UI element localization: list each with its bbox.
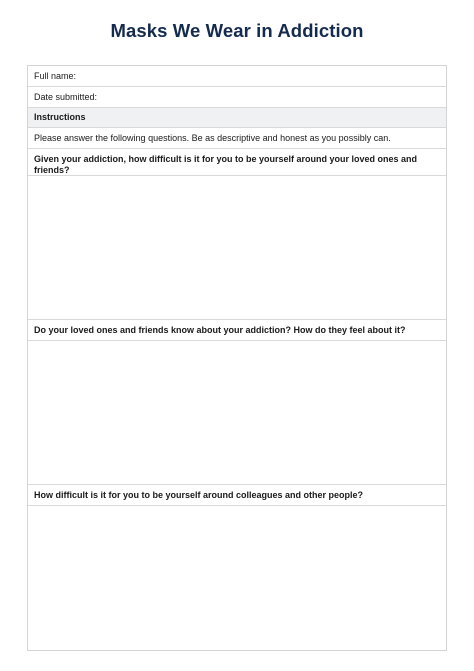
date-submitted-label: Date submitted: bbox=[34, 91, 98, 102]
answer-box-3[interactable] bbox=[28, 506, 446, 650]
date-submitted-field[interactable] bbox=[28, 87, 446, 108]
document-title: Masks We Wear in Addiction bbox=[110, 20, 364, 41]
instructions-heading: Instructions bbox=[28, 108, 446, 128]
instructions-text: Please answer the following questions. Be as descriptive and honest as you possibly can. bbox=[28, 128, 446, 149]
answer-box-2[interactable] bbox=[28, 341, 446, 485]
question-2: Do your loved ones and friends know about your addiction? How do they feel about it? bbox=[28, 320, 446, 341]
question-3: How difficult is it for you to be yourself around colleagues and other people? bbox=[28, 485, 446, 506]
answer-box-1[interactable] bbox=[28, 176, 446, 320]
worksheet-form bbox=[27, 65, 447, 651]
full-name-field[interactable] bbox=[28, 66, 446, 87]
question-1: Given your addiction, how difficult is it for you to be yourself around your loved ones and friends? bbox=[28, 149, 446, 176]
full-name-label: Full name: bbox=[34, 70, 77, 81]
